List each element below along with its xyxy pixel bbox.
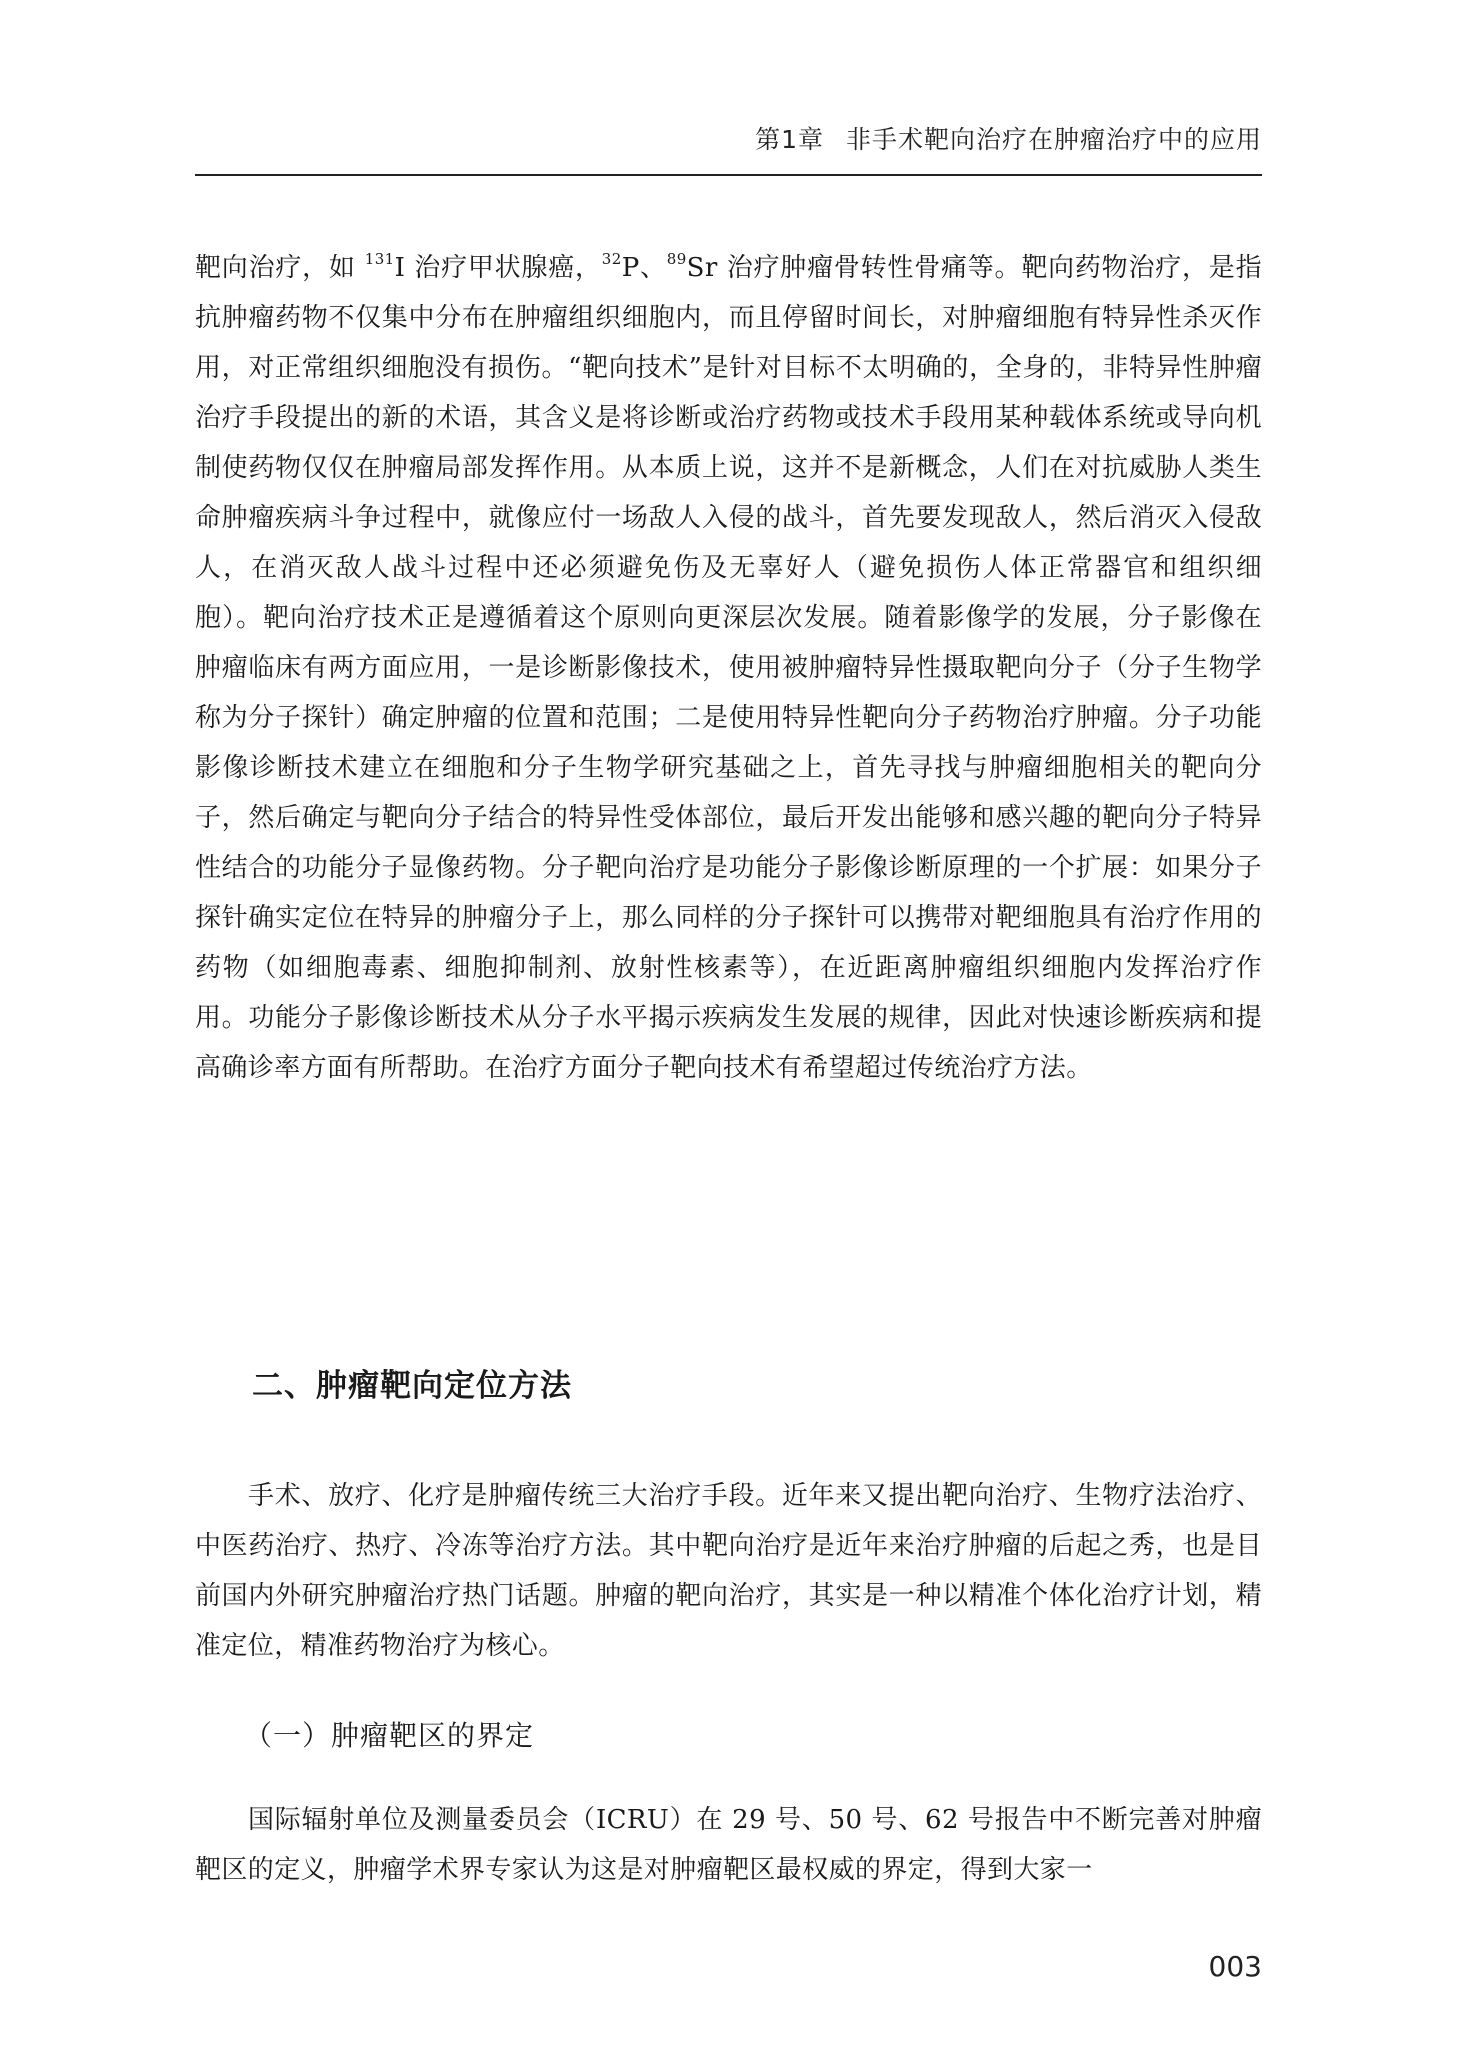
paragraph-targeted-therapy (195, 243, 1262, 1093)
isotope-superscript-p: 32 (601, 250, 622, 268)
isotope-superscript-i: 131 (364, 250, 395, 268)
running-header (195, 120, 1262, 176)
paragraph-text: 国际辐射单位及测量委员会（ICRU）在 29 号、50 号、62 号报告中不断完善对肿瘤靶区的定义，肿瘤学术界专家认为这是对肿瘤靶区最权威的界定，得到大家一 (195, 1805, 1262, 1885)
chapter-title: 非手术靶向治疗在肿瘤治疗中的应用 (845, 125, 1262, 154)
section-heading: 二、肿瘤靶向定位方法 (252, 1368, 572, 1404)
paragraph-text: 手术、放疗、化疗是肿瘤传统三大治疗手段。近年来又提出靶向治疗、生物疗法治疗、中医药治疗、热疗、冷冻等治疗方法。其中靶向治疗是近年来治疗肿瘤的后起之秀，也是目前国内外研究肿瘤治疗热门话题。肿瘤的靶向治疗，其实是一种以精准个体化治疗计划，精准定位，精准药物治疗为核心。 (195, 1481, 1262, 1661)
subsection-heading: （一）肿瘤靶区的界定 (244, 1719, 535, 1752)
paragraph-lead: 靶向治疗，如 (195, 253, 365, 283)
isotope-superscript-sr: 89 (666, 250, 687, 268)
paragraph-segment: I 治疗甲状腺癌， (394, 253, 602, 283)
paragraph-section-intro (195, 1471, 1262, 1671)
page-number: 003 (1208, 1950, 1262, 1983)
paragraph-icru (195, 1795, 1262, 1895)
paragraph-segment: P、 (621, 253, 667, 283)
paragraph-body: Sr 治疗肿瘤骨转性骨痛等。靶向药物治疗，是指抗肿瘤药物不仅集中分布在肿瘤组织细胞内，而且停留时间长，对肿瘤细胞有特异性杀灭作用，对正常组织细胞没有损伤。“靶向技术”是针对目标不太明确的，全身的，非特异性肿瘤治疗手段提出的新的术语，其含义是将诊断或治疗药物或技术手段用某种载体系统或导向机制使药物仅仅在肿瘤局部发挥作用。从本质上说，这并不是新概念，人们在对抗威胁人类生命肿瘤疾病斗争过程中，就像应付一场敌人入侵的战斗，首先要发现敌人，然后消灭入侵敌人，在消灭敌人战斗过程中还必须避免伤及无辜好人（避免损伤人体正常器官和组织细胞）。靶向治疗技术正是遵循着这个原则向更深层次发展。随着影像学的发展，分子影像在肿瘤临床有两方面应用，一是诊断影像技术，使用被肿瘤特异性摄取靶向分子（分子生物学称为分子探针）确定肿瘤的位置和范围；二是使用特异性靶向分子药物治疗肿瘤。分子功能影像诊断技术建立在细胞和分子生物学研究基础之上，首先寻找与肿瘤细胞相关的靶向分子，然后确定与靶向分子结合的特异性受体部位，最后开发出能够和感兴趣的靶向分子特异性结合的功能分子显像药物。分子靶向治疗是功能分子影像诊断原理的一个扩展：如果分子探针确实定位在特异的肿瘤分子上，那么同样的分子探针可以携带对靶细胞具有治疗作用的药物（如细胞毒素、细胞抑制剂、放射性核素等），在近距离肿瘤组织细胞内发挥治疗作用。功能分子影像诊断技术从分子水平揭示疾病发生发展的规律，因此对快速诊断疾病和提高确诊率方面有所帮助。在治疗方面分子靶向技术有希望超过传统治疗方法。 (195, 253, 1262, 1083)
chapter-label: 第1章 (755, 125, 824, 154)
